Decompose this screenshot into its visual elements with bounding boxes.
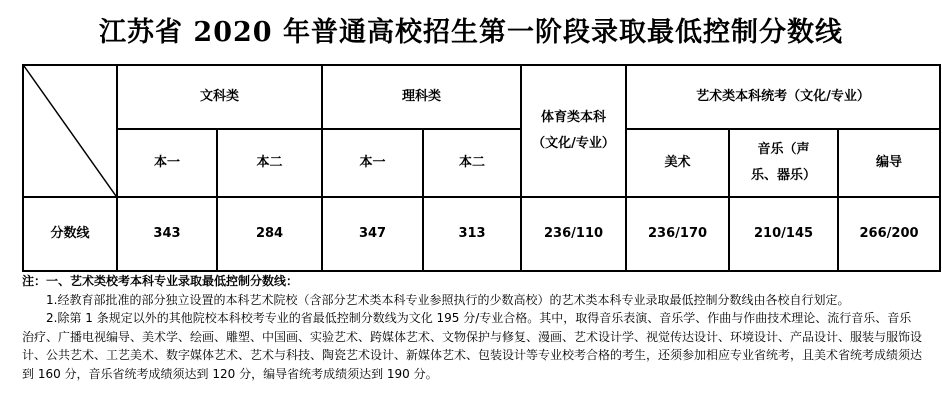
- header-li-ben2: 本二: [423, 129, 521, 197]
- diagonal-line: [24, 66, 116, 196]
- group-tiyu: [521, 65, 626, 197]
- header-biandao: 编导: [838, 129, 940, 197]
- value-meishu: 236/170: [626, 197, 729, 271]
- score-table: [22, 64, 941, 272]
- value-biandao: 266/200: [838, 197, 940, 271]
- header-yinyue: [729, 129, 838, 197]
- value-yinyue: 210/145: [729, 197, 838, 271]
- header-li-ben1: 本一: [322, 129, 423, 197]
- note-paragraph-2: 2.除第 1 条规定以外的其他院校本科校考专业的省最低控制分数线为文化 195 分/专业合格。其中，取得音乐表演、音乐学、作曲与作曲技术理论、流行音乐、音乐治疗、广播电视编导、美术学、绘画、雕塑、中国画、实验艺术、跨媒体艺术、文物保护与修复、漫画、艺术设计学、视觉传达设计、环境设计、产品设计、服装与服饰设计、公共艺术、工艺美术、数字媒体艺术、艺术与科技、陶瓷艺术设计、新媒体艺术、包装设计等专业校考合格的考生，还须参加相应专业省统考，且美术省统考成绩须达到 160 分，音乐省统考成绩须达到 120 分，编导省统考成绩须达到 190 分。: [22, 311, 923, 381]
- header-meishu: 美术: [626, 129, 729, 197]
- row-label: 分数线: [23, 197, 117, 271]
- group-yishu: 艺术类本科统考（文化/专业）: [626, 65, 940, 129]
- page-title: 江苏省 2020 年普通高校招生第一阶段录取最低控制分数线: [99, 17, 843, 48]
- value-wen-ben1: 343: [117, 197, 217, 271]
- value-li-ben2: 313: [423, 197, 521, 271]
- value-wen-ben2: 284: [217, 197, 322, 271]
- corner-cell: [23, 65, 117, 197]
- header-wen-ben1: 本一: [117, 129, 217, 197]
- group-tiyu-label: 体育类本科（文化/专业）: [532, 110, 615, 151]
- group-wenke: 文科类: [117, 65, 322, 129]
- header-yinyue-label: 音乐（声乐、器乐）: [751, 142, 817, 183]
- value-tiyu: 236/110: [521, 197, 626, 271]
- notes-heading: 注：一、艺术类校考本科专业录取最低控制分数线：: [22, 274, 299, 288]
- note-paragraph-1: 1.经教育部批准的部分独立设置的本科艺术院校（含部分艺术类本科专业参照执行的少数高校）的艺术类本科专业录取最低控制分数线由各校自行划定。: [46, 292, 850, 307]
- notes-section: [22, 272, 922, 383]
- header-wen-ben2: 本二: [217, 129, 322, 197]
- group-like: 理科类: [322, 65, 521, 129]
- value-li-ben1: 347: [322, 197, 423, 271]
